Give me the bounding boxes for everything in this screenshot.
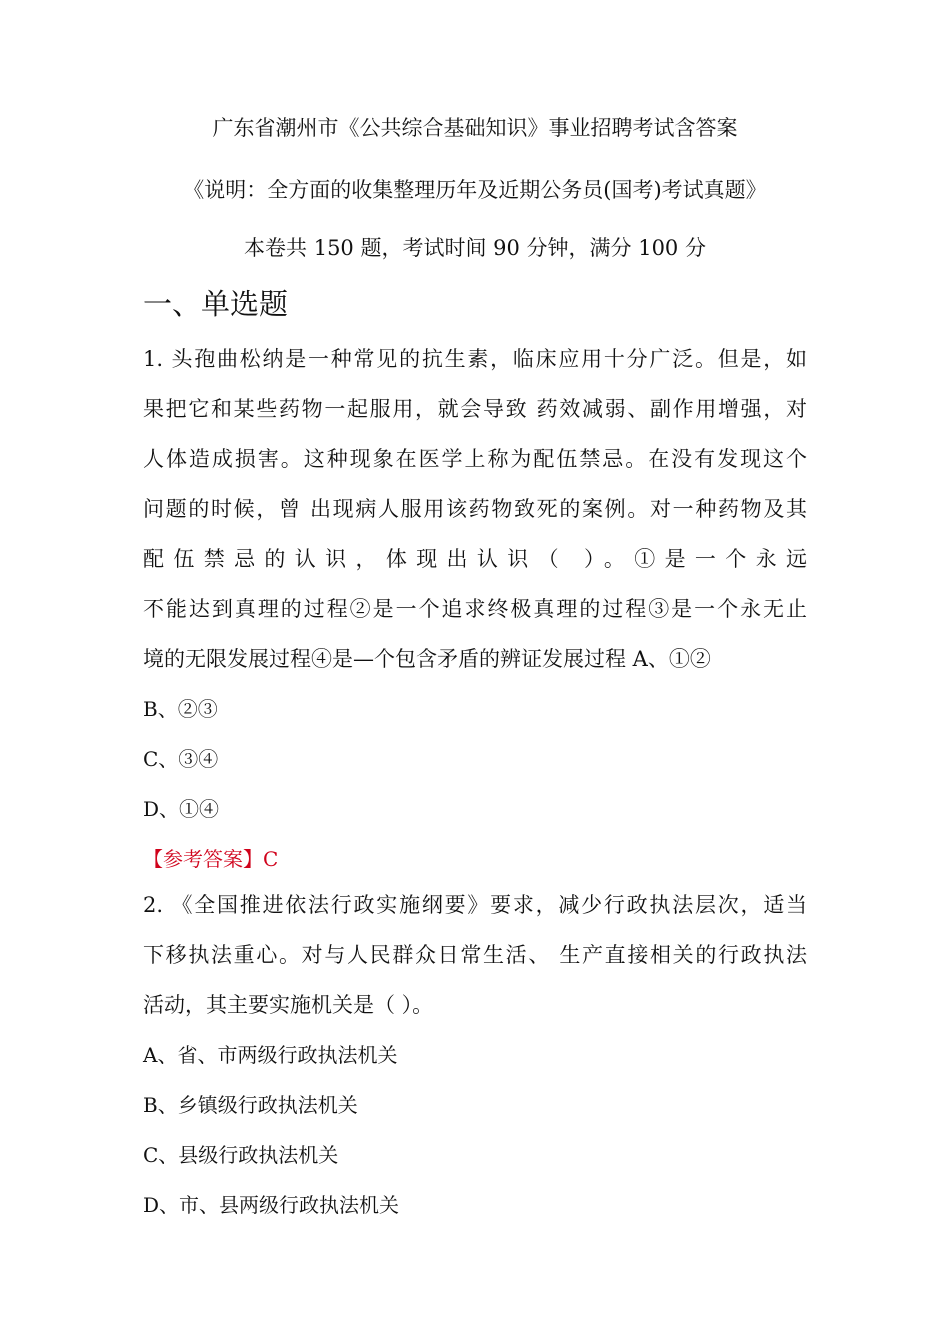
question-line: 不能达到真理的过程②是一个追求终极真理的过程③是一个永无止 [143,597,807,621]
question-line: 配伍禁忌的认识，体现出认识（ ）。①是一个永远 [143,547,807,571]
document-title: 广东省潮州市《公共综合基础知识》事业招聘考试含答案 [212,116,738,140]
question-line: 2. 《全国推进依法行政实施纲要》要求，减少行政执法层次，适当 [143,893,807,917]
option-c: C、县级行政执法机关 [143,1143,339,1167]
question-line: 果把它和某些药物一起服用，就会导致 药效减弱、副作用增强，对 [143,397,807,421]
option-c: C、③④ [143,747,219,771]
option-a: A、省、市两级行政执法机关 [143,1043,398,1067]
answer-value: C [263,847,279,871]
section-heading: 一、单选题 [143,287,289,321]
exam-info: 本卷共 150 题，考试时间 90 分钟，满分 100 分 [244,236,706,260]
question-line: 活动，其主要实施机关是（ ）。 [143,993,434,1017]
answer-label: 【参考答案】 [143,847,263,871]
question-line: 下移执法重心。对与人民群众日常生活、 生产直接相关的行政执法 [143,943,807,967]
option-b: B、乡镇级行政执法机关 [143,1093,358,1117]
question-line: 问题的时候，曾 出现病人服用该药物致死的案例。对一种药物及其 [143,497,807,521]
question-line: 境的无限发展过程④是—个包含矛盾的辨证发展过程 A、①② [143,647,711,671]
document-note: 《说明：全方面的收集整理历年及近期公务员(国考)考试真题》 [183,178,767,202]
reference-answer [143,834,807,884]
question-line: 人体造成损害。这种现象在医学上称为配伍禁忌。在没有发现这个 [143,447,807,471]
question-line: 1. 头孢曲松纳是一种常见的抗生素，临床应用十分广泛。但是，如 [143,347,807,371]
option-d: D、市、县两级行政执法机关 [143,1193,400,1217]
question-1 [143,334,807,884]
option-d: D、①④ [143,797,220,821]
option-b: B、②③ [143,697,218,721]
question-2 [143,880,807,1230]
